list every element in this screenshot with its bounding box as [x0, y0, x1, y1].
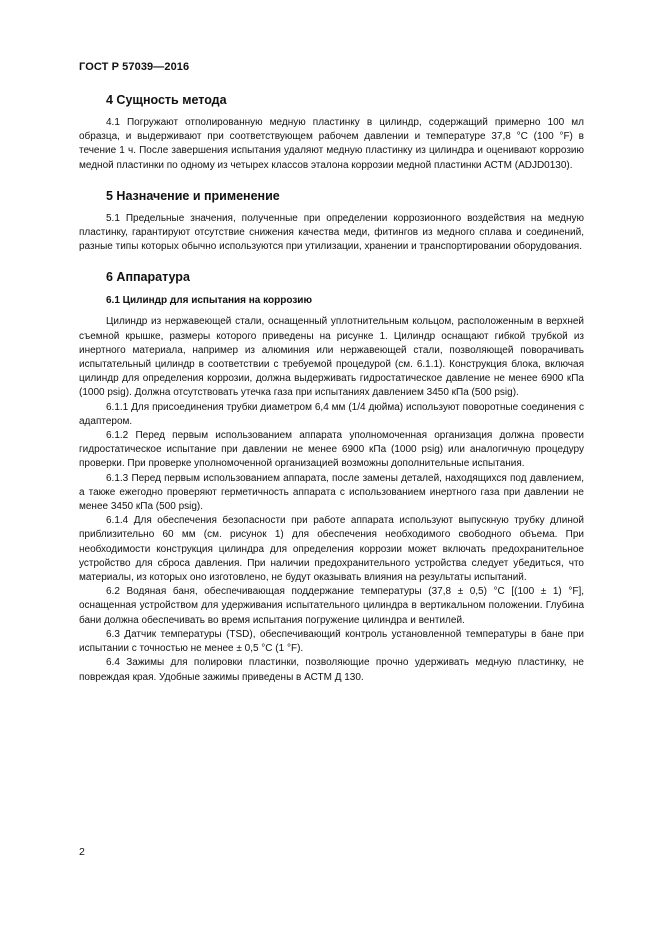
section-4-title: 4 Сущность метода: [106, 93, 227, 107]
page-number: 2: [79, 846, 85, 858]
document-body: [79, 92, 584, 685]
section-6-title: 6 Аппаратура: [106, 270, 190, 285]
paragraph-6-4: 6.4 Зажимы для полировки пластинки, позволяющие прочно удерживать медную пластинку, не повреждая края. Удобные зажимы приведены в АСТМ Д 130.: [79, 657, 584, 683]
paragraph-6-1-4: 6.1.4 Для обеспечения безопасности при работе аппарата используют выпускную трубку длиной приблизительно 60 мм (см. рисунок 1) для обеспечения необходимого свободного объема. При необходимости конструкция цилиндра для определения коррозии может включать предохранительное устройство для сброса давления. При наличии предохранительного устройства следует убедиться, что материалы, из которых оно изготовлено, не будут оказывать влияния на результаты испытаний.: [79, 515, 584, 584]
paragraph-4-1: 4.1 Погружают отполированную медную пластинку в цилиндр, содержащий примерно 100 мл образца, и выдерживают при соответствующем рабочем давлении и температуре 37,8 °С (100 °F) в течение 1 ч. После завершения испытания удаляют медную пластинку из цилиндра и оценивают коррозию медной пластинки по одному из четырех классов эталона коррозии медной пластинки АСТМ (ADJD0130).: [79, 117, 584, 171]
document-id: ГОСТ Р 57039—2016: [79, 61, 190, 73]
paragraph-6-3: 6.3 Датчик температуры (TSD), обеспечивающий контроль установленной температуры в бане при испытании с точностью не менее ± 0,5 °С (1 °F).: [79, 628, 584, 655]
paragraph-6-1-1: 6.1.1 Для присоединения трубки диаметром 6,4 мм (1/4 дюйма) используют поворотные соединения с адаптером.: [79, 401, 584, 427]
paragraph-6-1-3: 6.1.3 Перед первым использованием аппарата, после замены деталей, находящихся под давлением, а также ежегодно проверяют герметичность аппарата с использованием инертного газа при давлении не менее 3450 кПа (500 psig).: [79, 472, 584, 513]
paragraph-5-1: 5.1 Предельные значения, полученные при определении коррозионного воздействия на медную пластинку, гарантируют отсутствие снижения качества меди, фитингов из медного сплава и соединений, разные типы которых обычно используются при утилизации, хранении и транспортировании оборудования.: [79, 212, 584, 253]
paragraph-6-1: Цилиндр из нержавеющей стали, оснащенный уплотнительным кольцом, расположенным в верхней съемной крышке, размеры которого приведены на рисунке 1. Цилиндр оснащают гибкой трубкой из инертного материала, например из алюминия или нержавеющей стали, позволяющей поворачивать испытательный цилиндр в соответствии с требуемой процедурой (см. 6.1.1). Конструкция блока, включая цилиндр для определения коррозии, должна выдерживать гидростатическое давление не менее 6900 кПа (1000 psig). Должна отсутствовать утечка газа при испытаниях давлением 3450 кПа (500 psig).: [79, 316, 584, 399]
subsection-6-1-title: 6.1 Цилиндр для испытания на коррозию: [106, 295, 312, 307]
paragraph-6-2: 6.2 Водяная баня, обеспечивающая поддержание температуры (37,8 ± 0,5) °С [(100 ± 1) °F], оснащенная устройством для удерживания испытательного цилиндра в вертикальном положении. Глубина бани должна обеспечивать во время испытания погружение цилиндра и вентилей.: [79, 586, 584, 626]
section-5-title: 5 Назначение и применение: [106, 188, 280, 203]
paragraph-6-1-2: 6.1.2 Перед первым использованием аппарата уполномоченная организация должна провести гидростатическое испытание при давлении не менее 6900 кПа (1000 psig) или аналогичную процедуру проверки. При проверке уполномоченной организацией возможны дополнительные испытания.: [79, 430, 584, 470]
